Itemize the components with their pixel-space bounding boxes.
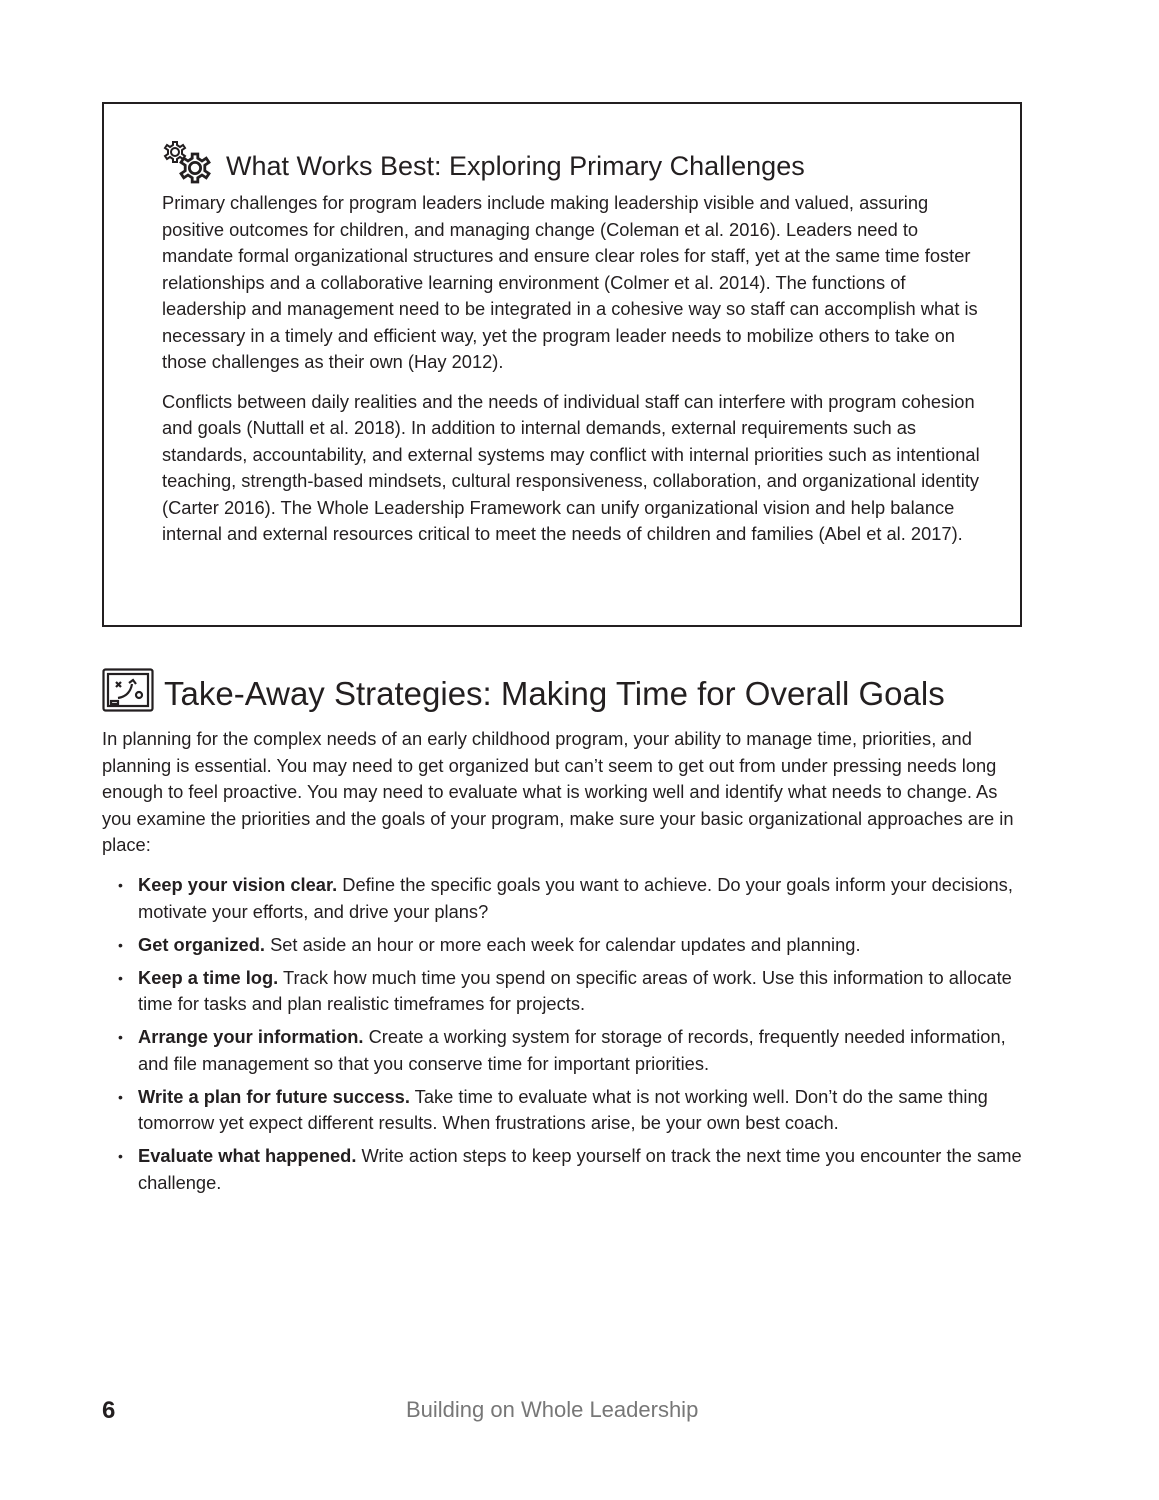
section-intro: In planning for the complex needs of an early childhood program, your ability to manage time, priorities, and planning is essential. You may need to get organized but can’t seem to get out from under pressing needs long enough to feel proactive. You may need to evaluate what is working well and identify what needs to change. As you examine the priorities and the goals of your program, make sure your basic organizational approaches are in place:	[102, 728, 1014, 855]
list-item	[102, 965, 1022, 1018]
list-item	[102, 1084, 1022, 1137]
strategy-board-icon	[102, 668, 154, 720]
item-lead: Keep a time log.	[138, 966, 279, 988]
item-lead: Keep your vision clear.	[138, 874, 338, 895]
item-lead: Arrange your information.	[138, 1026, 364, 1047]
section-heading	[102, 668, 945, 720]
strategy-list	[102, 872, 1022, 1203]
list-item	[102, 932, 1022, 959]
list-item	[102, 1143, 1022, 1196]
what-works-best-callout	[102, 102, 1022, 627]
callout-body	[162, 190, 994, 561]
list-item	[102, 872, 1022, 925]
callout-title-text: What Works Best: Exploring Primary Challenges	[226, 151, 805, 181]
callout-title	[162, 140, 805, 193]
gears-icon	[162, 140, 220, 193]
item-lead: Evaluate what happened.	[138, 1145, 357, 1166]
item-text: Track how much time you spend on specific areas of work. Use this information to allocate time for tasks and plan realistic timeframes for projects.	[138, 966, 1012, 1014]
item-text: Define the specific goals you want to achieve. Do your goals inform your decisions, motivate your efforts, and drive your plans?	[138, 874, 1013, 922]
item-lead: Get organized.	[138, 933, 265, 955]
item-text: Set aside an hour or more each week for calendar updates and planning.	[264, 933, 861, 955]
callout-paragraph: Primary challenges for program leaders include making leadership visible and valued, assuring positive outcomes for children, and managing change (Coleman et al. 2016). Leaders need to mandate formal organizational structures and ensure clear roles for staff, yet at the same time foster relationships and a collaborative learning environment (Colmer et al. 2014). The functions of leadership and management need to be integrated in a cohesive way so staff can accomplish what is necessary in a timely and efficient way, yet the program leader needs to mobilize others to take on those challenges as their own (Hay 2012).	[162, 192, 978, 372]
page-number: 6	[102, 1397, 116, 1424]
item-text: Take time to evaluate what is not working well. Don’t do the same thing tomorrow yet expect different results. When frustrations arise, be your own best coach.	[138, 1085, 988, 1133]
section-heading-text: Take-Away Strategies: Making Time for Overall Goals	[164, 675, 945, 712]
item-text: Create a working system for storage of records, frequently needed information, and file management so that you conserve time for important priorities.	[138, 1026, 1006, 1074]
item-lead: Write a plan for future success.	[138, 1085, 410, 1107]
callout-paragraph: Conflicts between daily realities and the needs of individual staff can interfere with program cohesion and goals (Nuttall et al. 2018). In addition to internal demands, external requirements such as standards, accountability, and external systems may conflict with internal priorities such as intentional teaching, strength-based mindsets, cultural responsiveness, collaboration, and organizational identity (Carter 2016). The Whole Leadership Framework can unify organizational vision and help balance internal and external resources critical to meet the needs of children and families (Abel et al. 2017).	[162, 390, 980, 544]
list-item	[102, 1024, 1022, 1077]
running-title: Building on Whole Leadership	[406, 1397, 699, 1422]
item-text: Write action steps to keep yourself on track the next time you encounter the same challenge.	[138, 1145, 1022, 1193]
